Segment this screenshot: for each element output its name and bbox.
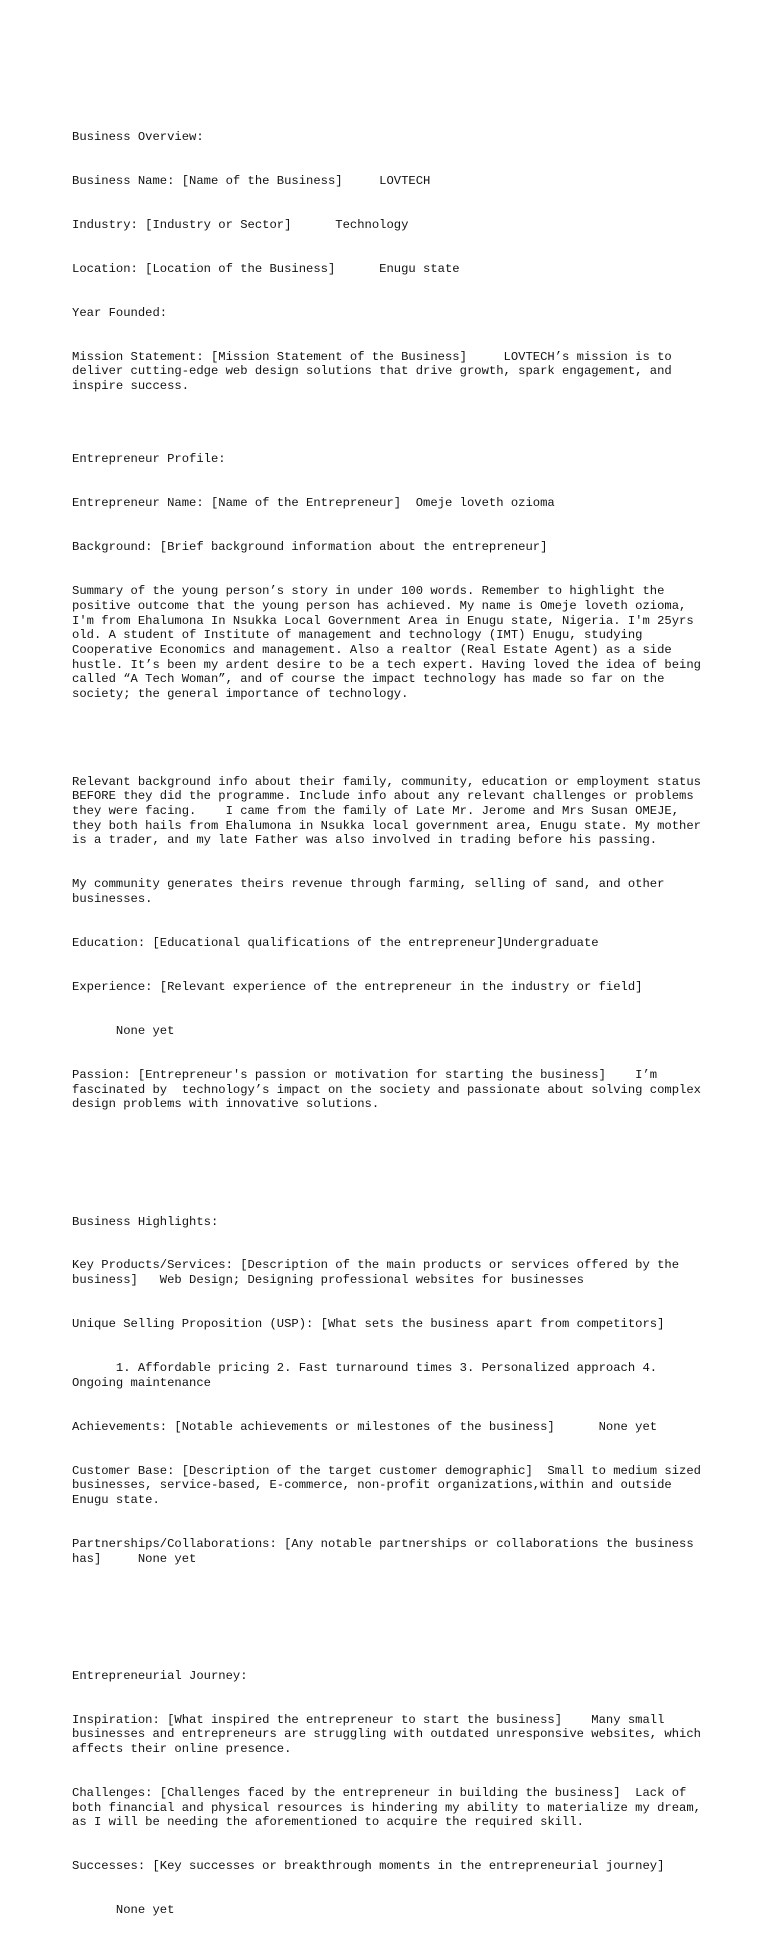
relevant-background-paragraph: Relevant background info about their family, community, education or employment status BEFORE they did the programme. Include info about any relevant challenges or problems they were facing. I came from the family of Late Mr. Jerome and Mrs Susan OMEJE, they both hails from Ehalumona in Nsukka local government area, Enugu state. My mother is a trader, and my late Father was also involved in trading before his passing.	[72, 774, 709, 848]
challenges-paragraph: Challenges: [Challenges faced by the entrepreneur in building the business] Lack of both financial and physical resources is hindering my ability to materialize my dream, as I will be needing the aforementioned to acquire the required skill.	[72, 1786, 709, 1830]
passion-paragraph: Passion: [Entrepreneur's passion or motivation for starting the business] I’m fascinated by technology’s impact on the society and passionate about solving complex design problems with innovative solutions.	[72, 1067, 709, 1112]
entrepreneurial-journey-heading: Entrepreneurial Journey:	[72, 1668, 248, 1683]
business-name-line: Business Name: [Name of the Business] LOVTECH	[72, 173, 431, 188]
usp-line: Unique Selling Proposition (USP): [What sets the business apart from competitors]	[72, 1317, 665, 1332]
business-highlights-heading: Business Highlights:	[72, 1214, 219, 1229]
spacer	[72, 731, 712, 746]
usp-value: 1. Affordable pricing 2. Fast turnaround times 3. Personalized approach 4. Ongoing maintenance	[72, 1361, 665, 1390]
successes-line: Successes: [Key successes or breakthrough moments in the entrepreneurial journey]	[72, 1859, 665, 1874]
entrepreneur-profile-heading: Entrepreneur Profile:	[72, 452, 226, 467]
successes-value: None yet	[72, 1903, 175, 1918]
document-body	[72, 86, 712, 1933]
spacer	[72, 1596, 712, 1611]
entrepreneur-name-line: Entrepreneur Name: [Name of the Entrepreneur] Omeje loveth ozioma	[72, 496, 555, 511]
industry-line: Industry: [Industry or Sector] Technology	[72, 217, 409, 232]
partnerships-paragraph: Partnerships/Collaborations: [Any notable partnerships or collaborations the business has] None yet	[72, 1536, 701, 1566]
mission-statement: Mission Statement: [Mission Statement of the Business] LOVTECH’s mission is to deliver cutting-edge web design solutions that drive growth, spark engagement, and inspire success.	[72, 349, 680, 394]
year-founded-line: Year Founded:	[72, 305, 168, 320]
business-overview-heading: Business Overview:	[72, 129, 204, 144]
summary-paragraph: Summary of the young person’s story in under 100 words. Remember to highlight the positive outcome that the young person has achieved. My name is Omeje loveth ozioma, I'm from Ehalumona In Nsukka Local Government Area in Enugu state, Nigeria. I'm 25yrs old. A student of Institute of management and technology (IMT) Enugu, studying Cooperative Economics and management. Also a realtor (Real Estate Agent) as a side hustle. It’s been my ardent desire to be a tech expert. Having loved the idea of being called “A Tech Woman”, and of course the impact technology has made so far on the society; the general importance of technology.	[72, 584, 709, 701]
achievements-line: Achievements: [Notable achievements or milestones of the business] None yet	[72, 1419, 658, 1434]
spacer	[72, 1141, 712, 1156]
customer-base-paragraph: Customer Base: [Description of the target customer demographic] Small to medium sized businesses, service-based, E-commerce, non-profit organizations,within and outside Enugu state.	[72, 1463, 709, 1507]
background-line: Background: [Brief background information about the entrepreneur]	[72, 540, 548, 555]
experience-value: None yet	[72, 1023, 175, 1038]
location-line: Location: [Location of the Business] Enugu state	[72, 261, 460, 276]
key-products-paragraph: Key Products/Services: [Description of the main products or services offered by the business] Web Design; Designing professional websites for businesses	[72, 1258, 687, 1288]
experience-line: Experience: [Relevant experience of the entrepreneur in the industry or field]	[72, 980, 643, 995]
inspiration-paragraph: Inspiration: [What inspired the entrepreneur to start the business] Many small businesses and entrepreneurs are struggling with outdated unresponsive websites, which affects their online presence.	[72, 1712, 709, 1757]
community-paragraph: My community generates theirs revenue through farming, selling of sand, and other businesses.	[72, 877, 672, 907]
education-line: Education: [Educational qualifications of the entrepreneur]Undergraduate	[72, 936, 599, 951]
